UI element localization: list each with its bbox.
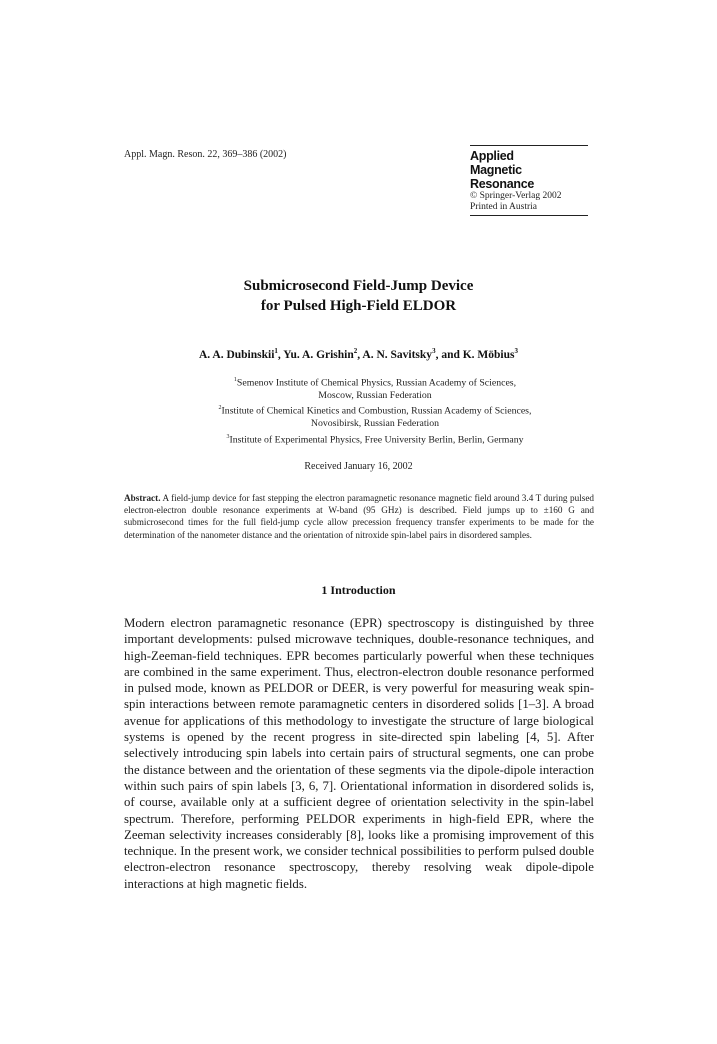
masthead-rule-top xyxy=(470,145,588,146)
abstract-text: A field-jump device for fast stepping the electron paramagnetic resonance magnetic field around 3.4 T during pulsed electron-electron double resonance experiments at W-band (95 GHz) is described. Field jumps up to ±160 G and submicrosecond times for the full field-jump cycle allow precession frequency transfer experiments to be made for the determination of the nanometer distance and the orientation of nitroxide spin-label pairs in disordered samples. xyxy=(124,493,594,540)
paper-title xyxy=(0,276,717,316)
abstract xyxy=(124,492,594,541)
author-affil-mark: 3 xyxy=(514,347,518,355)
affiliation-3 xyxy=(200,431,550,447)
masthead-rule-bottom xyxy=(470,215,588,216)
affiliation-1-cont: Moscow, Russian Federation xyxy=(318,389,432,401)
author-name: A. N. Savitsky xyxy=(362,348,433,361)
author-separator: , and xyxy=(435,348,463,361)
author-list xyxy=(0,347,717,361)
printed-notice: Printed in Austria xyxy=(470,202,538,212)
affil-mark: 2 xyxy=(218,405,222,412)
journal-masthead xyxy=(470,145,588,216)
author-affil-mark: 2 xyxy=(353,347,358,355)
affil-text: Institute of Experimental Physics, Free University Berlin, Berlin, Germany xyxy=(229,433,524,445)
abstract-label: Abstract. xyxy=(124,493,161,503)
affiliation-2-cont: Novosibirsk, Russian Federation xyxy=(310,418,440,430)
affiliations xyxy=(200,374,550,446)
title-line-2: for Pulsed High-Field ELDOR xyxy=(260,298,457,314)
author-name: Yu. A. Grishin xyxy=(283,348,354,361)
affiliation-1 xyxy=(200,374,550,390)
journal-name-line1: Applied xyxy=(470,149,514,163)
title-line-1: Submicrosecond Field-Jump Device xyxy=(243,278,474,294)
author-affil-mark: 3 xyxy=(432,347,436,355)
copyright-notice: © Springer-Verlag 2002 xyxy=(470,191,562,201)
author-name: K. Möbius xyxy=(462,348,515,361)
affiliation-2 xyxy=(200,402,550,418)
journal-name-line2: Magnetic Resonance xyxy=(470,163,534,191)
author-separator: , xyxy=(357,348,363,361)
section-heading: 1 Introduction xyxy=(321,583,396,597)
author-affil-mark: 1 xyxy=(274,347,278,355)
author-separator: , xyxy=(277,348,284,361)
citation: Appl. Magn. Reson. 22, 369–386 (2002) xyxy=(124,149,287,160)
affil-text: Institute of Chemical Kinetics and Combustion, Russian Academy of Sciences, xyxy=(221,405,532,417)
affil-mark: 1 xyxy=(233,377,237,383)
received-date: Received January 16, 2002 xyxy=(304,461,413,472)
author-name: A. A. Dubinskii xyxy=(198,348,275,361)
affil-mark: 3 xyxy=(226,433,230,440)
affil-text: Semenov Institute of Chemical Physics, Russian Academy of Sciences, xyxy=(236,377,517,389)
intro-paragraph: Modern electron paramagnetic resonance (EPR) spectroscopy is distinguished by three important developments: pulsed microwave techniques, double-resonance techniques, and high-Zeeman-field techniques. EPR becomes particularly powerful when these techniques are combined in the same experiment. Thus, electron-electron double resonance performed in pulsed mode, known as PELDOR or DEER, is very powerful for measuring weak spin-spin interactions between remote paramagnetic centers in disordered solids [1–3]. A broad avenue for applications of this methodology to investigate the structure of large biological systems is opened by the recent progress in site-directed spin labeling [4, 5]. After selectively introducing spin labels into certain pairs of structural segments, one can probe the distance between and the orientation of these segments via the dipole-dipole interaction within such pairs of spin labels [3, 6, 7]. Orientational information in disordered solids is, of course, available only at a sufficient degree of orientation selectivity in the spin-label spectrum. Therefore, performing PELDOR experiments in high-field EPR, where the Zeeman selectivity increases considerably [8], looks like a promising improvement of this technique. In the present work, we consider technical possibilities to perform pulsed double electron-electron resonance spectroscopy, thereby resolving weak dipole-dipole interactions at high magnetic fields. xyxy=(124,616,594,891)
